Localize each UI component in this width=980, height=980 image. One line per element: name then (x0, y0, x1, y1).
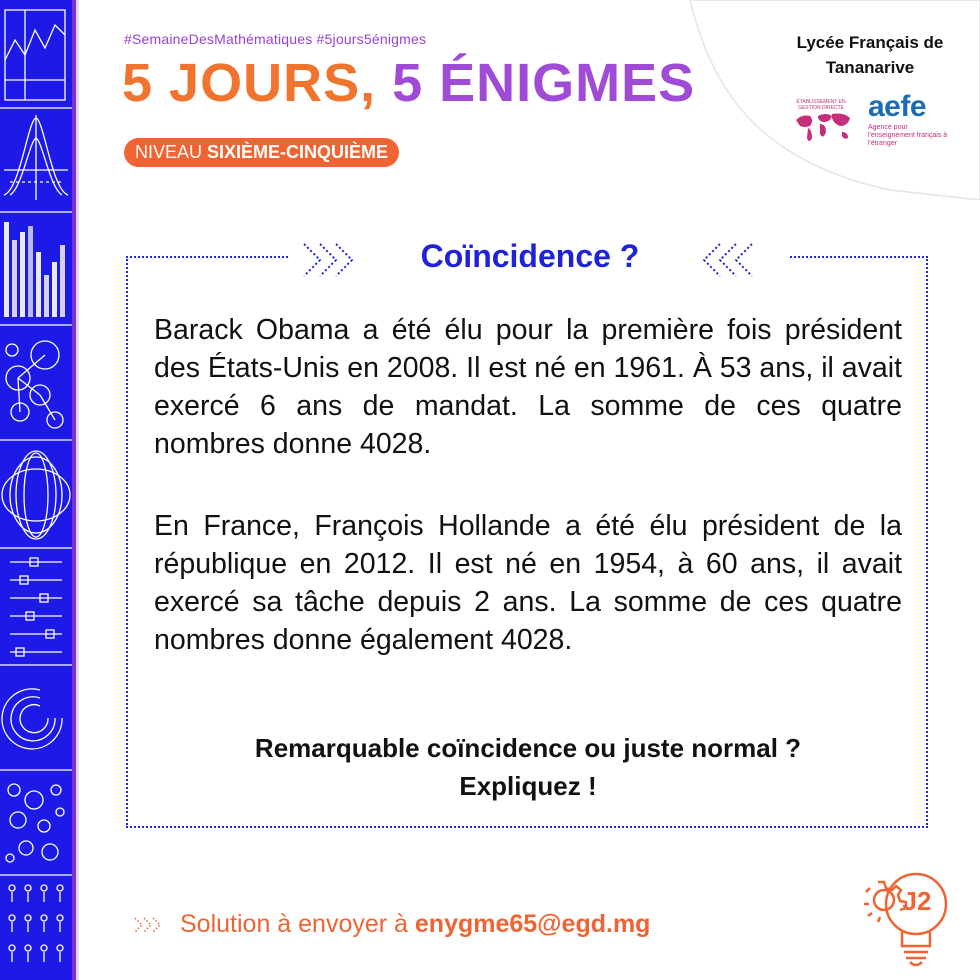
page-title (122, 53, 696, 113)
title-part-puzzles: 5 ÉNIGMES (392, 53, 696, 113)
aefe-caption: Agence pour l'enseignement français à l'étranger (868, 124, 948, 147)
level-value: SIXIÈME-CINQUIÈME (207, 142, 389, 162)
chevron-right-icon (130, 915, 170, 935)
chevron-left-icon (694, 240, 756, 280)
level-prefix: NIVEAU (135, 142, 208, 162)
solution-line (130, 910, 650, 939)
chevron-right-icon (300, 240, 362, 280)
day-badge: J2 (902, 886, 932, 916)
strip-border-light (76, 0, 79, 980)
question-line-1: Remarquable coïncidence ou juste normal ? (254, 733, 802, 763)
question-line-2: Expliquez ! (459, 771, 597, 801)
puzzle-paragraph-2: En France, François Hollande a été élu président de la république en 2012. Il est né en 1954, à 60 ans, il avait exercé sa tâche depuis 2 ans. La somme de ces quatre nombres donne également 4028. (154, 510, 902, 656)
map-caption: ÉTABLISSEMENT EN GESTION DIRECTE (796, 99, 846, 111)
solution-label: Solution à envoyer à (180, 910, 415, 938)
puzzle-question (154, 729, 902, 805)
math-pattern-strip (0, 0, 72, 980)
solution-email-link[interactable]: enygme65@egd.mg (414, 910, 651, 938)
aefe-logo: aefe (868, 90, 927, 123)
lightbulb-gear-icon (856, 862, 956, 972)
puzzle-paragraph-1: Barack Obama a été élu pour la première fois président des États-Unis en 2008. Il est né en 1961. À 53 ans, il avait exercé 6 ans de mandat. La somme de ces quatre nombres donne 4028. (154, 314, 902, 460)
puzzle-title: Coïncidence ? (420, 238, 640, 274)
title-part-days: 5 JOURS, (122, 53, 393, 113)
school-name: Lycée Français de Tananarive (796, 33, 944, 77)
hashtags: #SemaineDesMathématiques #5jours5énigmes (124, 31, 427, 47)
level-badge (124, 138, 399, 167)
